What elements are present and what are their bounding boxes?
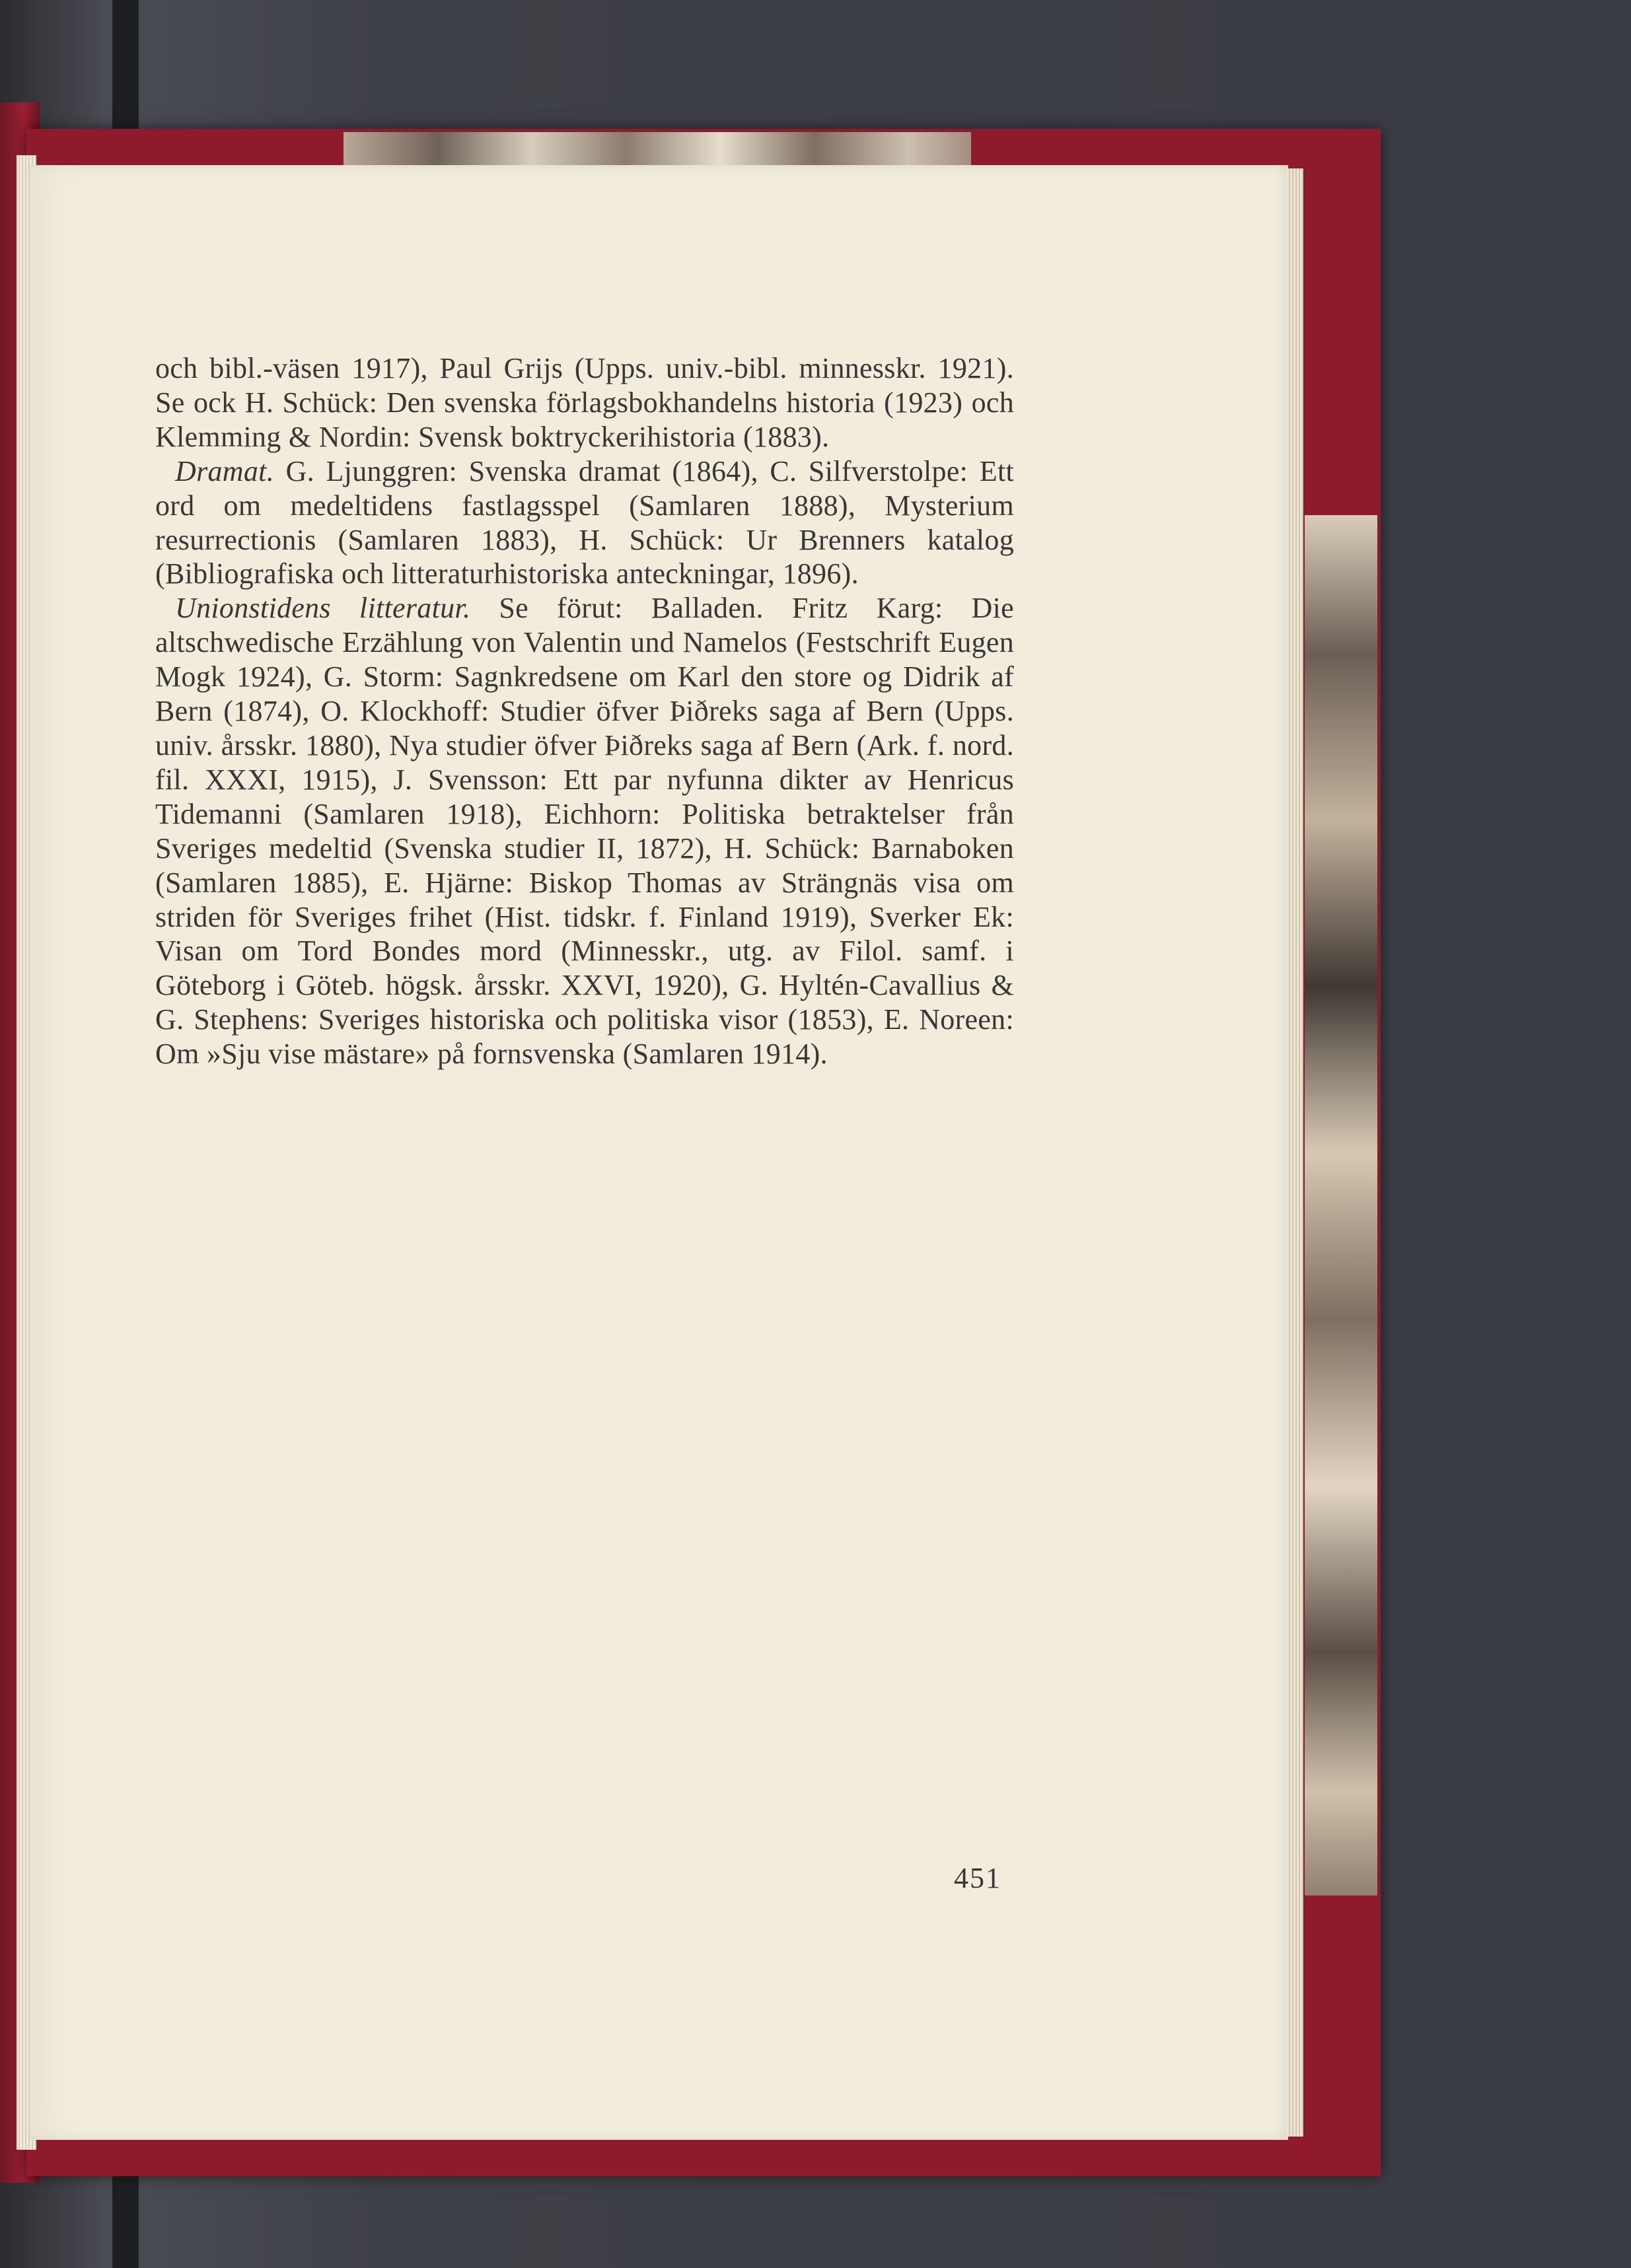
paragraph-body: Se förut: Balladen. Fritz Karg: Die altschwedische Erzählung von Valentin und Namelos (Festschrift Eugen Mogk 1924), G. Storm: Sagnkredsene om Karl den store og Didrik af Bern (1874), O. Klockhoff: Studier öfver Þiðreks saga af Bern (Upps. univ. årsskr. 1880), Nya studier öfver Þiðreks saga af Bern (Ark. f. nord. fil. XXXI, 1915), J. Svensson: Ett par nyfunna dikter av Henricus Tidemanni (Samlaren 1918), Eichhorn: Politiska betraktelser från Sveriges medeltid (Svenska studier II, 1872), H. Schück: Barnaboken (Samlaren 1885), E. Hjärne: Biskop Thomas av Strängnäs visa om striden för Sveriges frihet (Hist. tidskr. f. Finland 1919), Sverker Ek: Visan om Tord Bondes mord (Minnesskr., utg. av Filol. samf. i Göteborg i Göteb. högsk. årsskr. XXVI, 1920), G. Hyltén-Cavallius & G. Stephens: Sveriges historiska och politiska visor (1853), E. Noreen: Om »Sju vise mästare» på fornsvenska (Samlaren 1914).	[155, 592, 1014, 1071]
cover-corner	[1305, 1896, 1377, 2173]
paragraph-body: G. Ljunggren: Svenska dramat (1864), C. Silfverstolpe: Ett ord om medeltidens fastlagsspel (Samlaren 1888), Mysterium resurrectionis (Samlaren 1883), H. Schück: Ur Brenners katalog (Bibliografiska och litteraturhistoriska anteckningar, 1896).	[155, 454, 1014, 590]
marbled-paper-right	[1305, 515, 1377, 1902]
marbled-paper-top	[344, 132, 971, 168]
paragraph-dramat	[155, 454, 1014, 592]
paragraph-unionstidens	[155, 591, 1014, 1071]
page-number: 451	[954, 1862, 1001, 1894]
bibliography-text	[155, 351, 1014, 1071]
paragraph-heading: Dramat.	[175, 454, 274, 487]
page-edges-right	[1287, 168, 1303, 2137]
paragraph-intro	[155, 351, 1014, 454]
paragraph-body: och bibl.-väsen 1917), Paul Grijs (Upps. univ.-bibl. minnesskr. 1921). Se ock H. Schück: Den svenska förlagsbokhandelns historia (1923) och Klemming & Nordin: Svensk boktryckerihistoria (1883).	[155, 352, 1014, 453]
paragraph-heading: Unionstidens litteratur.	[175, 592, 471, 625]
